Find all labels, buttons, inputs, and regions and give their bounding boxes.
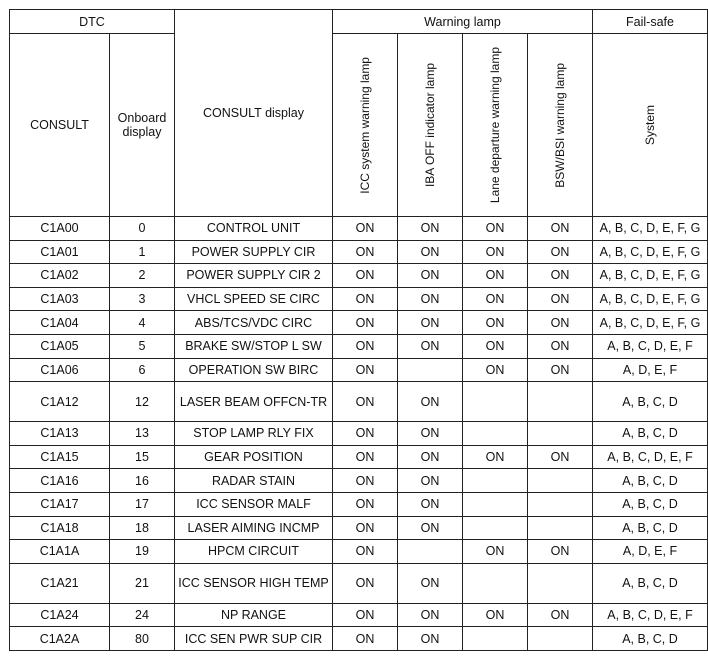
table-row xyxy=(10,516,708,540)
cell-ldw-lamp: ON xyxy=(463,311,528,335)
cell-bsw-lamp: ON xyxy=(528,240,593,264)
cell-consult: C1A1A xyxy=(10,540,110,564)
cell-consult-display: ABS/TCS/VDC CIRC xyxy=(175,311,333,335)
header-row-bottom xyxy=(10,34,708,217)
cell-icc-lamp: ON xyxy=(333,382,398,422)
cell-bsw-lamp: ON xyxy=(528,358,593,382)
header-bsw-lamp-label: BSW/BSI warning lamp xyxy=(553,62,567,188)
cell-bsw-lamp: ON xyxy=(528,264,593,288)
cell-ldw-lamp: ON xyxy=(463,334,528,358)
table-row xyxy=(10,264,708,288)
table-row xyxy=(10,627,708,651)
cell-icc-lamp: ON xyxy=(333,240,398,264)
cell-system: A, B, C, D, E, F, G xyxy=(593,311,708,335)
cell-bsw-lamp: ON xyxy=(528,217,593,241)
cell-icc-lamp: ON xyxy=(333,445,398,469)
cell-consult-display: LASER AIMING INCMP xyxy=(175,516,333,540)
table-row xyxy=(10,217,708,241)
cell-iba-lamp: ON xyxy=(398,240,463,264)
table-row xyxy=(10,603,708,627)
cell-ldw-lamp xyxy=(463,516,528,540)
cell-consult-display: STOP LAMP RLY FIX xyxy=(175,422,333,446)
cell-system: A, B, C, D xyxy=(593,492,708,516)
cell-onboard: 12 xyxy=(110,382,175,422)
cell-ldw-lamp: ON xyxy=(463,603,528,627)
cell-bsw-lamp: ON xyxy=(528,540,593,564)
header-system xyxy=(593,34,708,217)
cell-consult: C1A13 xyxy=(10,422,110,446)
cell-iba-lamp: ON xyxy=(398,563,463,603)
header-icc-lamp xyxy=(333,34,398,217)
cell-onboard: 21 xyxy=(110,563,175,603)
cell-bsw-lamp xyxy=(528,492,593,516)
cell-icc-lamp: ON xyxy=(333,469,398,493)
table-row xyxy=(10,311,708,335)
cell-ldw-lamp: ON xyxy=(463,540,528,564)
cell-iba-lamp: ON xyxy=(398,516,463,540)
header-onboard-display: Onboard display xyxy=(110,34,175,217)
cell-bsw-lamp xyxy=(528,516,593,540)
cell-onboard: 17 xyxy=(110,492,175,516)
cell-system: A, B, C, D, E, F xyxy=(593,603,708,627)
table-row xyxy=(10,422,708,446)
cell-system: A, B, C, D, E, F, G xyxy=(593,240,708,264)
header-consult-display: CONSULT display xyxy=(175,10,333,217)
cell-onboard: 13 xyxy=(110,422,175,446)
cell-consult-display: VHCL SPEED SE CIRC xyxy=(175,287,333,311)
cell-system: A, B, C, D xyxy=(593,382,708,422)
cell-consult-display: GEAR POSITION xyxy=(175,445,333,469)
cell-system: A, B, C, D xyxy=(593,469,708,493)
cell-icc-lamp: ON xyxy=(333,563,398,603)
cell-iba-lamp: ON xyxy=(398,469,463,493)
cell-system: A, B, C, D xyxy=(593,563,708,603)
cell-bsw-lamp xyxy=(528,627,593,651)
cell-ldw-lamp: ON xyxy=(463,445,528,469)
header-bsw-lamp xyxy=(528,34,593,217)
cell-iba-lamp: ON xyxy=(398,422,463,446)
table-row xyxy=(10,334,708,358)
cell-consult: C1A2A xyxy=(10,627,110,651)
cell-icc-lamp: ON xyxy=(333,540,398,564)
table-row xyxy=(10,492,708,516)
cell-icc-lamp: ON xyxy=(333,217,398,241)
cell-iba-lamp xyxy=(398,358,463,382)
cell-consult: C1A15 xyxy=(10,445,110,469)
header-dtc: DTC xyxy=(10,10,175,34)
cell-iba-lamp: ON xyxy=(398,311,463,335)
cell-consult-display: NP RANGE xyxy=(175,603,333,627)
cell-system: A, B, C, D, E, F, G xyxy=(593,264,708,288)
cell-ldw-lamp: ON xyxy=(463,217,528,241)
cell-consult: C1A05 xyxy=(10,334,110,358)
cell-system: A, B, C, D, E, F, G xyxy=(593,217,708,241)
cell-ldw-lamp xyxy=(463,627,528,651)
cell-consult: C1A16 xyxy=(10,469,110,493)
cell-system: A, B, C, D xyxy=(593,422,708,446)
cell-bsw-lamp: ON xyxy=(528,603,593,627)
table-row xyxy=(10,563,708,603)
cell-iba-lamp: ON xyxy=(398,382,463,422)
cell-onboard: 19 xyxy=(110,540,175,564)
cell-ldw-lamp xyxy=(463,382,528,422)
header-warning-lamp: Warning lamp xyxy=(333,10,593,34)
header-iba-lamp-label: IBA OFF indicator lamp xyxy=(423,62,437,188)
cell-iba-lamp: ON xyxy=(398,264,463,288)
cell-bsw-lamp xyxy=(528,422,593,446)
table-row xyxy=(10,358,708,382)
table-row xyxy=(10,287,708,311)
cell-consult-display: LASER BEAM OFFCN-TR xyxy=(175,382,333,422)
cell-onboard: 0 xyxy=(110,217,175,241)
cell-onboard: 18 xyxy=(110,516,175,540)
cell-ldw-lamp: ON xyxy=(463,264,528,288)
cell-icc-lamp: ON xyxy=(333,516,398,540)
cell-ldw-lamp xyxy=(463,422,528,446)
cell-bsw-lamp xyxy=(528,563,593,603)
cell-bsw-lamp xyxy=(528,382,593,422)
table-body xyxy=(10,217,708,651)
cell-consult: C1A03 xyxy=(10,287,110,311)
header-system-label: System xyxy=(643,104,657,145)
cell-system: A, B, C, D xyxy=(593,627,708,651)
cell-system: A, B, C, D, E, F, G xyxy=(593,287,708,311)
cell-consult-display: ICC SEN PWR SUP CIR xyxy=(175,627,333,651)
cell-onboard: 3 xyxy=(110,287,175,311)
cell-icc-lamp: ON xyxy=(333,358,398,382)
cell-icc-lamp: ON xyxy=(333,627,398,651)
cell-iba-lamp xyxy=(398,540,463,564)
table-row xyxy=(10,469,708,493)
cell-icc-lamp: ON xyxy=(333,603,398,627)
cell-consult: C1A18 xyxy=(10,516,110,540)
header-fail-safe: Fail-safe xyxy=(593,10,708,34)
table-row xyxy=(10,382,708,422)
header-row-top xyxy=(10,10,708,34)
cell-system: A, B, C, D, E, F xyxy=(593,445,708,469)
cell-ldw-lamp xyxy=(463,563,528,603)
cell-onboard: 2 xyxy=(110,264,175,288)
cell-consult: C1A06 xyxy=(10,358,110,382)
cell-onboard: 24 xyxy=(110,603,175,627)
cell-onboard: 15 xyxy=(110,445,175,469)
cell-consult: C1A24 xyxy=(10,603,110,627)
cell-consult: C1A04 xyxy=(10,311,110,335)
header-ldw-lamp xyxy=(463,34,528,217)
cell-consult: C1A12 xyxy=(10,382,110,422)
cell-icc-lamp: ON xyxy=(333,287,398,311)
cell-bsw-lamp: ON xyxy=(528,311,593,335)
cell-onboard: 6 xyxy=(110,358,175,382)
dtc-table xyxy=(9,9,708,651)
cell-onboard: 5 xyxy=(110,334,175,358)
cell-iba-lamp: ON xyxy=(398,334,463,358)
cell-ldw-lamp: ON xyxy=(463,240,528,264)
cell-icc-lamp: ON xyxy=(333,334,398,358)
cell-onboard: 4 xyxy=(110,311,175,335)
header-ldw-lamp-label: Lane departure warning lamp xyxy=(488,46,502,204)
cell-consult: C1A02 xyxy=(10,264,110,288)
cell-iba-lamp: ON xyxy=(398,445,463,469)
cell-onboard: 16 xyxy=(110,469,175,493)
cell-consult-display: POWER SUPPLY CIR 2 xyxy=(175,264,333,288)
cell-bsw-lamp xyxy=(528,469,593,493)
cell-ldw-lamp: ON xyxy=(463,287,528,311)
cell-consult-display: OPERATION SW BIRC xyxy=(175,358,333,382)
cell-onboard: 1 xyxy=(110,240,175,264)
header-icc-lamp-label: ICC system warning lamp xyxy=(358,56,372,194)
cell-iba-lamp: ON xyxy=(398,603,463,627)
cell-consult-display: RADAR STAIN xyxy=(175,469,333,493)
cell-system: A, B, C, D xyxy=(593,516,708,540)
cell-ldw-lamp: ON xyxy=(463,358,528,382)
cell-consult-display: POWER SUPPLY CIR xyxy=(175,240,333,264)
cell-consult: C1A17 xyxy=(10,492,110,516)
cell-icc-lamp: ON xyxy=(333,264,398,288)
cell-ldw-lamp xyxy=(463,492,528,516)
cell-system: A, D, E, F xyxy=(593,540,708,564)
cell-iba-lamp: ON xyxy=(398,287,463,311)
cell-consult-display: ICC SENSOR HIGH TEMP xyxy=(175,563,333,603)
cell-consult: C1A21 xyxy=(10,563,110,603)
table-row xyxy=(10,240,708,264)
cell-ldw-lamp xyxy=(463,469,528,493)
cell-system: A, B, C, D, E, F xyxy=(593,334,708,358)
cell-consult: C1A01 xyxy=(10,240,110,264)
cell-bsw-lamp: ON xyxy=(528,445,593,469)
cell-iba-lamp: ON xyxy=(398,492,463,516)
cell-icc-lamp: ON xyxy=(333,311,398,335)
cell-consult-display: BRAKE SW/STOP L SW xyxy=(175,334,333,358)
cell-consult-display: CONTROL UNIT xyxy=(175,217,333,241)
header-iba-lamp xyxy=(398,34,463,217)
cell-iba-lamp: ON xyxy=(398,627,463,651)
cell-system: A, D, E, F xyxy=(593,358,708,382)
cell-bsw-lamp: ON xyxy=(528,334,593,358)
table-row xyxy=(10,540,708,564)
cell-onboard: 80 xyxy=(110,627,175,651)
cell-icc-lamp: ON xyxy=(333,422,398,446)
header-consult: CONSULT xyxy=(10,34,110,217)
cell-icc-lamp: ON xyxy=(333,492,398,516)
cell-bsw-lamp: ON xyxy=(528,287,593,311)
table-row xyxy=(10,445,708,469)
cell-consult-display: ICC SENSOR MALF xyxy=(175,492,333,516)
cell-consult-display: HPCM CIRCUIT xyxy=(175,540,333,564)
cell-consult: C1A00 xyxy=(10,217,110,241)
cell-iba-lamp: ON xyxy=(398,217,463,241)
